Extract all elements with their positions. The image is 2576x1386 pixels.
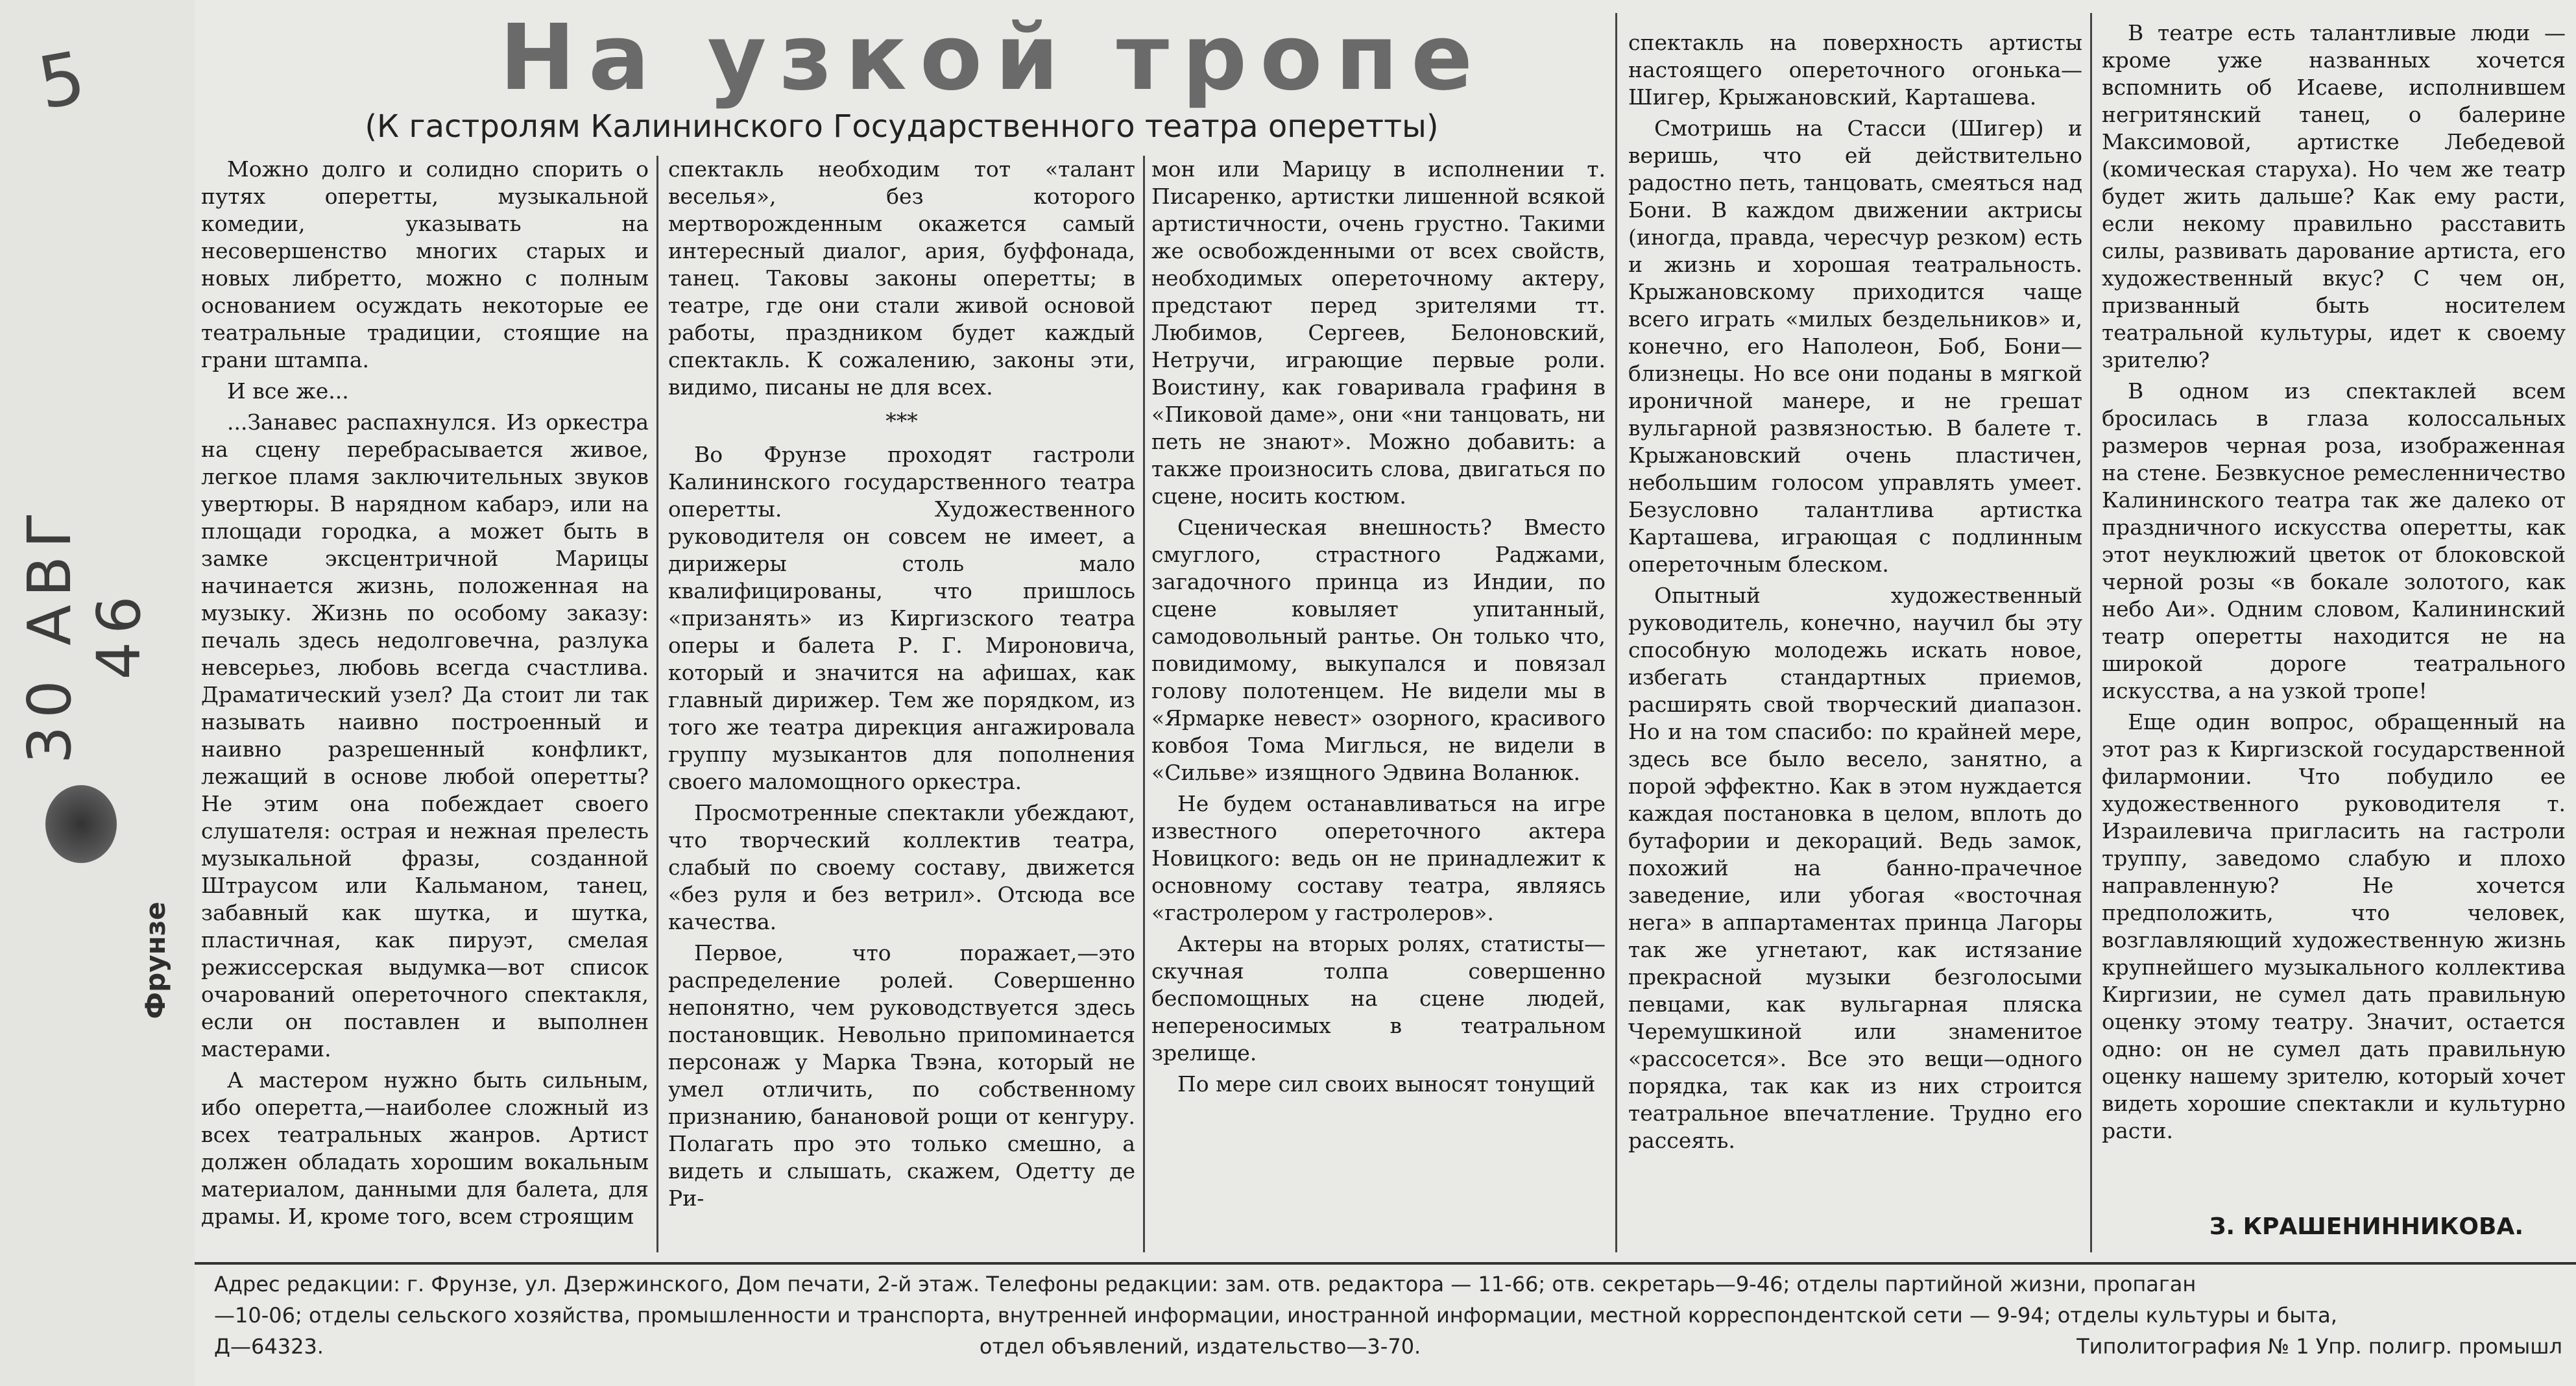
footer-divider (195, 1262, 2576, 1265)
column-4 (1628, 29, 2082, 1249)
paragraph: спектакль необходим тот «талант веселья», без которого мертворожденным окажется самый интересный диалог, ария, буффонада, танец. Таковы законы оперетты; в театре, где они стали живой основой работы, праздником будет каждый спектакль. К сожалению, законы эти, видимо, писаны не для всех. (668, 156, 1135, 400)
author-signature: З. КРАШЕНИННИКОВА. (2209, 1213, 2523, 1240)
paragraph: Опытный художественный руководитель, конечно, научил бы эту способную молодежь искать новое, избегать стандартных приемов, расширять свой творческий диапазон. Но и на том спасибо: по крайней мере, здесь все было весело, занятно, а порой эффектно. Как в этом нуждается каждая постановка в целом, вплоть до бутафории и декораций. Ведь замок, похожий на банно-прачечное заведение, или убогая «восточная нега» в аппартаментах принца Лагоры так же угнетают, как истязание прекрасной музыки безголосыми певцами, как вульгарная пляска Черемушкиной или знаменитое «рассосется». Все это вещи—одного порядка, так как из них строится театральное впечатление. Трудно его рассеять. (1628, 583, 2082, 1153)
paragraph: И все же... (227, 378, 349, 404)
paragraph: Актеры на вторых ролях, статисты—скучная толпа совершенно беспомощных на сцене людей, непереносимых в театральном зрелище. (1151, 931, 1606, 1065)
paragraph: По мере сил своих выносят тонущий (1177, 1071, 1596, 1097)
paragraph: В одном из спектаклей всем бросилась в глаза колоссальных размеров черная роза, изображенная на стене. Безвкусное ремесленничество Калининского театра так же далеко от праздничного искусства оперетты, как этот неуклюжий цветок от блоковской черной розы «в бокале золотого, как небо Аи». Одним словом, Калининский театр оперетты находится не на широкой дороге театрального искусства, а на узкой тропе! (2102, 378, 2566, 703)
paragraph: В театре есть талантливые люди — кроме уже названных хочется вспомнить об Исаеве, исполнившем негритянский танец, о балерине Максимовой, артистке Лебедевой (комическая старуха). Но чем же театр будет жить дальше? Как ему расти, если некому правильно расставить силы, развивать дарование артиста, его художественный вкус? С чем он, призванный быть носителем театральной культуры, идет к своему зрителю? (2102, 20, 2566, 372)
paragraph: Не будем останавливаться на игре известного опереточного актера Новицкого: ведь он не принадлежит к основному составу театра, являясь «гастролером у гастролеров». (1151, 791, 1606, 925)
paragraph: Еще один вопрос, обращенный на этот раз к Киргизской государственной филармонии. Что побудило ее художественного руководителя т. Израилевича пригласить на гастроли труппу, заведомо слабую и плохо направленную? Не хочется предположить, что человек, возглавляющий художественную жизнь крупнейшего музыкального коллектива Киргизии, не сумел дать правильную оценку этому театру. Значит, остается одно: он не сумел дать правильную оценку нашему зрителю, который хочет видеть хорошие спектакли и культурно расти. (2102, 709, 2566, 1143)
paragraph: Сценическая внешность? Вместо смуглого, страстного Раджами, загадочного принца из Индии, по сцене ковыляет упитанный, самодовольный рантье. Он только что, повидимому, выкупался и повязал голову полотенцем. Не видели мы в «Ярмарке невест» озорного, красивого ковбоя Тома Миглься, не видели в «Сильве» изящного Эдвина Воланюк. (1151, 515, 1606, 785)
column-5 (2102, 19, 2566, 1207)
paragraph: Во Фрунзе проходят гастроли Калининского государственного театра оперетты. Художественного руководителя он совсем не имеет, а дирижеры столь мало квалифицированы, что пришлось «призанять» из Киргизского театра оперы и балета Р. Г. Мироновича, который и значится на афишах, как главный дирижер. Тем же порядком, из того же театра дирекция ангажировала группу музыкантов для пополнения своего маломощного оркестра. (668, 442, 1135, 794)
article-subtitle: (К гастролям Калининского Государственного театра оперетты) (365, 108, 1439, 145)
paragraph: Смотришь на Стасси (Шигер) и веришь, что ей действительно радостно петь, танцовать, смеяться над Бони. В каждом движении актрисы (иногда, правда, чересчур резком) есть и жизнь и хорошая театральность. Крыжановскому приходится чаще всего играть «милых бездельников» и, конечно, его Наполеон, Боб, Бони—близнецы. Но все они поданы в мягкой ироничной манере, и не грешат вульгарной развязностью. В балете т. Крыжановский очень пластичен, небольшим голосом управлять умеет. Безусловно талантлива артистка Карташева, играющая с подлинным опереточным блеском. (1628, 116, 2082, 577)
paragraph: мон или Марицу в исполнении т. Писаренко, артистки лишенной всякой артистичности, очень грустно. Такими же освобожденными от всех свойств, необходимых опереточному актеру, предстают перед зрителями тт. Любимов, Сергеев, Белоновский, Нетручи, играющие первые роли. Воистину, как говаривала графиня в «Пиковой даме», они «ни танцовать, ни петь не знают». Можно добавить: а также произносить слова, двигаться по сцене, носить костюм. (1151, 156, 1606, 509)
column-1 (201, 156, 649, 1249)
column-2 (668, 156, 1135, 1249)
city-stamp: Фрунзе (139, 901, 171, 1019)
paragraph: Первое, что поражает,—это распределение ролей. Совершенно непонятно, чем руководствуется здесь постановщик. Невольно припоминается персонаж у Марка Твэна, который не умел отличить, по собственному признанию, банановой рощи от кенгуру. Полагать про это только смешно, а видеть и слышать, скажем, Одетту де Ри- (668, 940, 1135, 1211)
paragraph: А мастером нужно быть сильным, ибо оперетта,—наиболее сложный из всех театральных жанров. Артист должен обладать хорошим вокальным материалом, данными для балета, для драмы. И, кроме того, всем строящим (201, 1067, 649, 1229)
article-title: На узкой тропе (499, 5, 1486, 111)
column-divider (656, 156, 658, 1252)
order-number: Д—64323. (214, 1334, 324, 1359)
paragraph: ...Занавес распахнулся. Из оркестра на сцену перебрасывается живое, легкое пламя заключительных звуков увертюры. В нарядном кабарэ, или на площади городка, а может быть в замке эксцентричной Марицы начинается жизнь, положенная на музыку. Жизнь по особому заказу: печаль здесь недолговечна, разлука невсерьез, любовь всегда счастлива. Драматический узел? Да стоит ли так называть наивно построенный и наивно разрешенный конфликт, лежащий в основе любой оперетты? Не этим она побеждает своего слушателя: острая и нежная прелесть музыкальной фразы, созданной Штраусом или Кальманом, танец, забавный как шутка, и шутка, пластичная, как пируэт, смелая режиссерская выдумка—вот список очарований опереточного спектакля, если он поставлен и выполнен мастерами. (201, 409, 649, 1062)
column-divider (2090, 13, 2092, 1252)
column-3 (1151, 156, 1606, 1249)
stamp-emblem-icon (45, 785, 117, 863)
imprint-footer (214, 1269, 2562, 1362)
footer-line: Адрес редакции: г. Фрунзе, ул. Дзержинского, Дом печати, 2-й этаж. Телефоны редакции: зам. отв. редактора — 11-66; отв. секретарь—9-46; отделы партийной жизни, пропаган (214, 1272, 2197, 1296)
printer-imprint: Типолитография № 1 Упр. полигр. промышл (2076, 1334, 2562, 1359)
column-divider (1143, 156, 1145, 1252)
footer-line: —10-06; отделы сельского хозяйства, промышленности и транспорта, внутренней информации, иностранной информации, местной корреспондентской сети — 9-94; отделы культуры и быта, (214, 1303, 2337, 1328)
section-separator: *** (885, 408, 918, 433)
pencil-mark: 5 (32, 35, 91, 126)
paragraph: Можно долго и солидно спорить о путях оперетты, музыкальной комедии, указывать на несовершенство многих старых и новых либретто, можно с полным основанием осуждать некоторые ее театральные традиции, стоящие на грани штампа. (201, 156, 649, 372)
ads-department: отдел объявлений, издательство—3-70. (979, 1334, 1421, 1359)
left-margin (0, 0, 195, 1386)
column-divider (1615, 13, 1617, 1252)
date-stamp: 30 АВГ 46 (15, 504, 154, 764)
paragraph: спектакль на поверхность артисты настоящего опереточного огонька—Шигер, Крыжановский, Карташева. (1628, 30, 2082, 110)
paragraph: Просмотренные спектакли убеждают, что творческий коллектив театра, слабый по своему составу, движется «без руля и без ветрил». Отсюда все качества. (668, 800, 1135, 934)
